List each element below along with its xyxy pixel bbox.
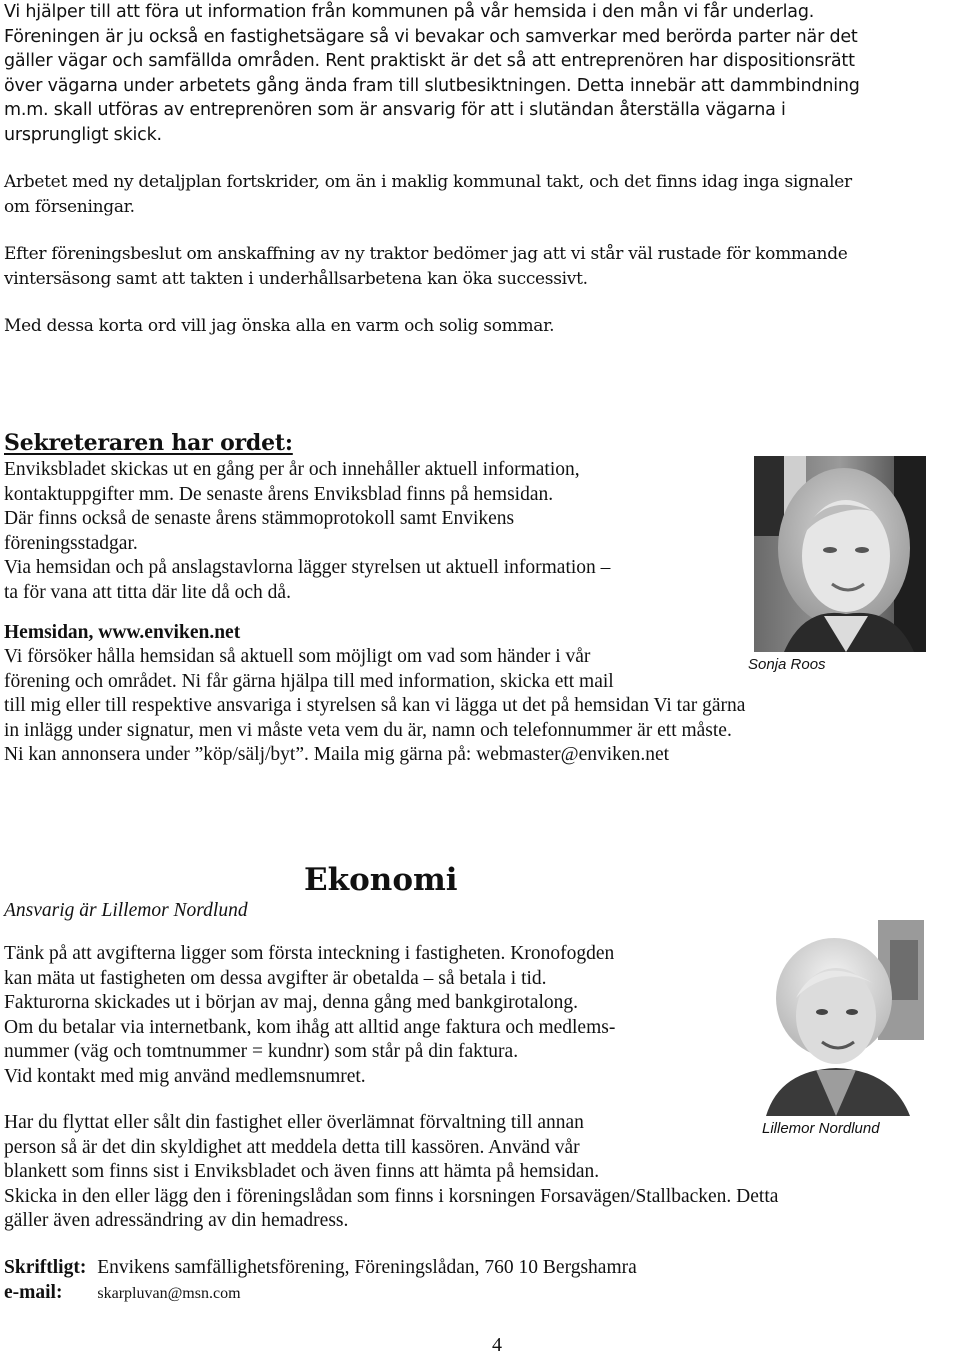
text-line: Efter föreningsbeslut om anskaffning av ny traktor bedömer jag att vi står väl rustade för kommande: [4, 244, 848, 264]
contact-email-label: e-mail:: [4, 1282, 63, 1303]
text-line: Föreningen är ju också en fastighetsägare så vi bevakar och samverkar med berörda parter när det: [4, 26, 858, 47]
text-line: Skicka in den eller lägg den i föreningslådan som finns i korsningen Forsavägen/Stallbacken. Detta: [4, 1185, 779, 1207]
text-line: nummer (väg och tomtnummer = kundnr) som står på din faktura.: [4, 1041, 519, 1062]
text-line: Om du betalar via internetbank, kom ihåg att alltid ange faktura och medlems-: [4, 1016, 616, 1038]
text-line: om förseningar.: [4, 196, 135, 217]
text-line: ursprungligt skick.: [4, 124, 162, 145]
text-line: ta för vana att titta där lite då och då.: [4, 581, 291, 603]
hemsidan-text: [4, 645, 745, 768]
text-line: gäller även adressändring av din hemadress.: [4, 1210, 349, 1231]
text-line: Vi hjälper till att föra ut information från kommunen på vår hemsida i den mån vi får underlag.: [4, 2, 815, 22]
contact-email-line: [4, 1281, 241, 1306]
text-line: kontaktuppgifter mm. De senaste årens Enviksblad finns på hemsidan.: [4, 483, 554, 505]
text-line: Med dessa korta ord vill jag önska alla en varm och solig sommar.: [4, 316, 555, 336]
text-line: vintersäsong samt att takten i underhållsarbetena kan öka successivt.: [4, 268, 588, 289]
ekonomi-paragraph-1: [4, 942, 615, 1089]
contact-email-row: [4, 1281, 241, 1306]
hemsidan-heading: [4, 621, 240, 646]
contact-mail-line: [4, 1256, 637, 1281]
section-heading-ekonomi: Ekonomi: [304, 862, 458, 898]
text-line: blankett som finns sist i Enviksbladet och även finns att hämta på hemsidan.: [4, 1161, 600, 1182]
text-line: Vi försöker hålla hemsidan så aktuell som möjligt om vad som händer i vår: [4, 646, 591, 667]
text-line: föreningsstadgar.: [4, 532, 138, 554]
text-line: till mig eller till respektive ansvariga i styrelsen så kan vi lägga ut det på hemsidan Vi tar gärna: [4, 695, 746, 716]
intro-paragraph-4: [4, 314, 554, 339]
text-line: person så är det din skyldighet att meddela detta till kassören. Använd vår: [4, 1136, 580, 1158]
text-line: förening och området. Ni får gärna hjälpa till med information, skicka ett mail: [4, 670, 614, 692]
text-line: Via hemsidan och på anslagstavlorna lägger styrelsen ut aktuell information –: [4, 557, 611, 578]
text-line: Tänk på att avgifterna ligger som första inteckning i fastigheten. Kronofogden: [4, 943, 615, 964]
portrait-photo-sonja: [754, 456, 926, 652]
text-line: Ni kan annonsera under ”köp/sälj/byt”. Maila mig gärna på: webmaster@enviken.net: [4, 744, 670, 765]
contact-mail-row: [4, 1256, 637, 1281]
text-line: Har du flyttat eller sålt din fastighet eller överlämnat förvaltning till annan: [4, 1112, 584, 1133]
contact-mail-label: Skriftligt:: [4, 1257, 87, 1278]
contact-email-value: skarpluvan@msn.com: [97, 1285, 241, 1302]
text-line: m.m. skall utföras av entreprenören som är ansvarig för att i slutändan återställa vägarna i: [4, 100, 786, 120]
contact-mail-value: Envikens samfällighetsförening, Föreningslådan, 760 10 Bergshamra: [97, 1257, 637, 1278]
portrait-photo-lillemor: [760, 920, 924, 1116]
ekonomi-responsible: [4, 899, 248, 924]
text-line: Vid kontakt med mig använd medlemsnumret.: [4, 1065, 366, 1087]
text-line: in inlägg under signatur, men vi måste veta vem du är, namn och telefonnummer är ett måste.: [4, 719, 732, 741]
intro-paragraph-1: [4, 0, 860, 147]
sekreterare-text: [4, 458, 610, 605]
text-line: kan mäta ut fastigheten om dessa avgifter är obetalda – så betala i tid.: [4, 967, 547, 989]
page-number: 4: [492, 1334, 502, 1356]
portrait-image: [754, 456, 926, 652]
text-line: Fakturorna skickades ut i början av maj, denna gång med bankgirotalong.: [4, 992, 579, 1013]
text-line: Arbetet med ny detaljplan fortskrider, om än i maklig kommunal takt, och det finns idag inga signaler: [4, 172, 852, 192]
intro-paragraph-3: [4, 242, 848, 291]
ekonomi-paragraph-2: [4, 1111, 778, 1234]
section-heading-sekreterare: Sekreteraren har ordet:: [4, 430, 293, 456]
text-line: Där finns också de senaste årens stämmoprotokoll samt Envikens: [4, 508, 515, 529]
text-line: gäller vägar och samfällda områden. Rent praktiskt är det så att entreprenören har dispositionsrätt: [4, 51, 855, 71]
intro-paragraph-2: [4, 170, 852, 219]
text-line: Enviksbladet skickas ut en gång per år och innehåller aktuell information,: [4, 459, 580, 480]
photo-caption-lillemor: Lillemor Nordlund: [762, 1120, 880, 1137]
portrait-image: [760, 920, 924, 1116]
section-heading-hemsidan: Hemsidan, www.enviken.net: [4, 622, 241, 643]
text-line: över vägarna under arbetets gång ända fram till slutbesiktningen. Detta innebär att dammbindning: [4, 75, 860, 96]
photo-caption-sonja: Sonja Roos: [748, 656, 826, 673]
responsible-person: Ansvarig är Lillemor Nordlund: [4, 900, 248, 921]
